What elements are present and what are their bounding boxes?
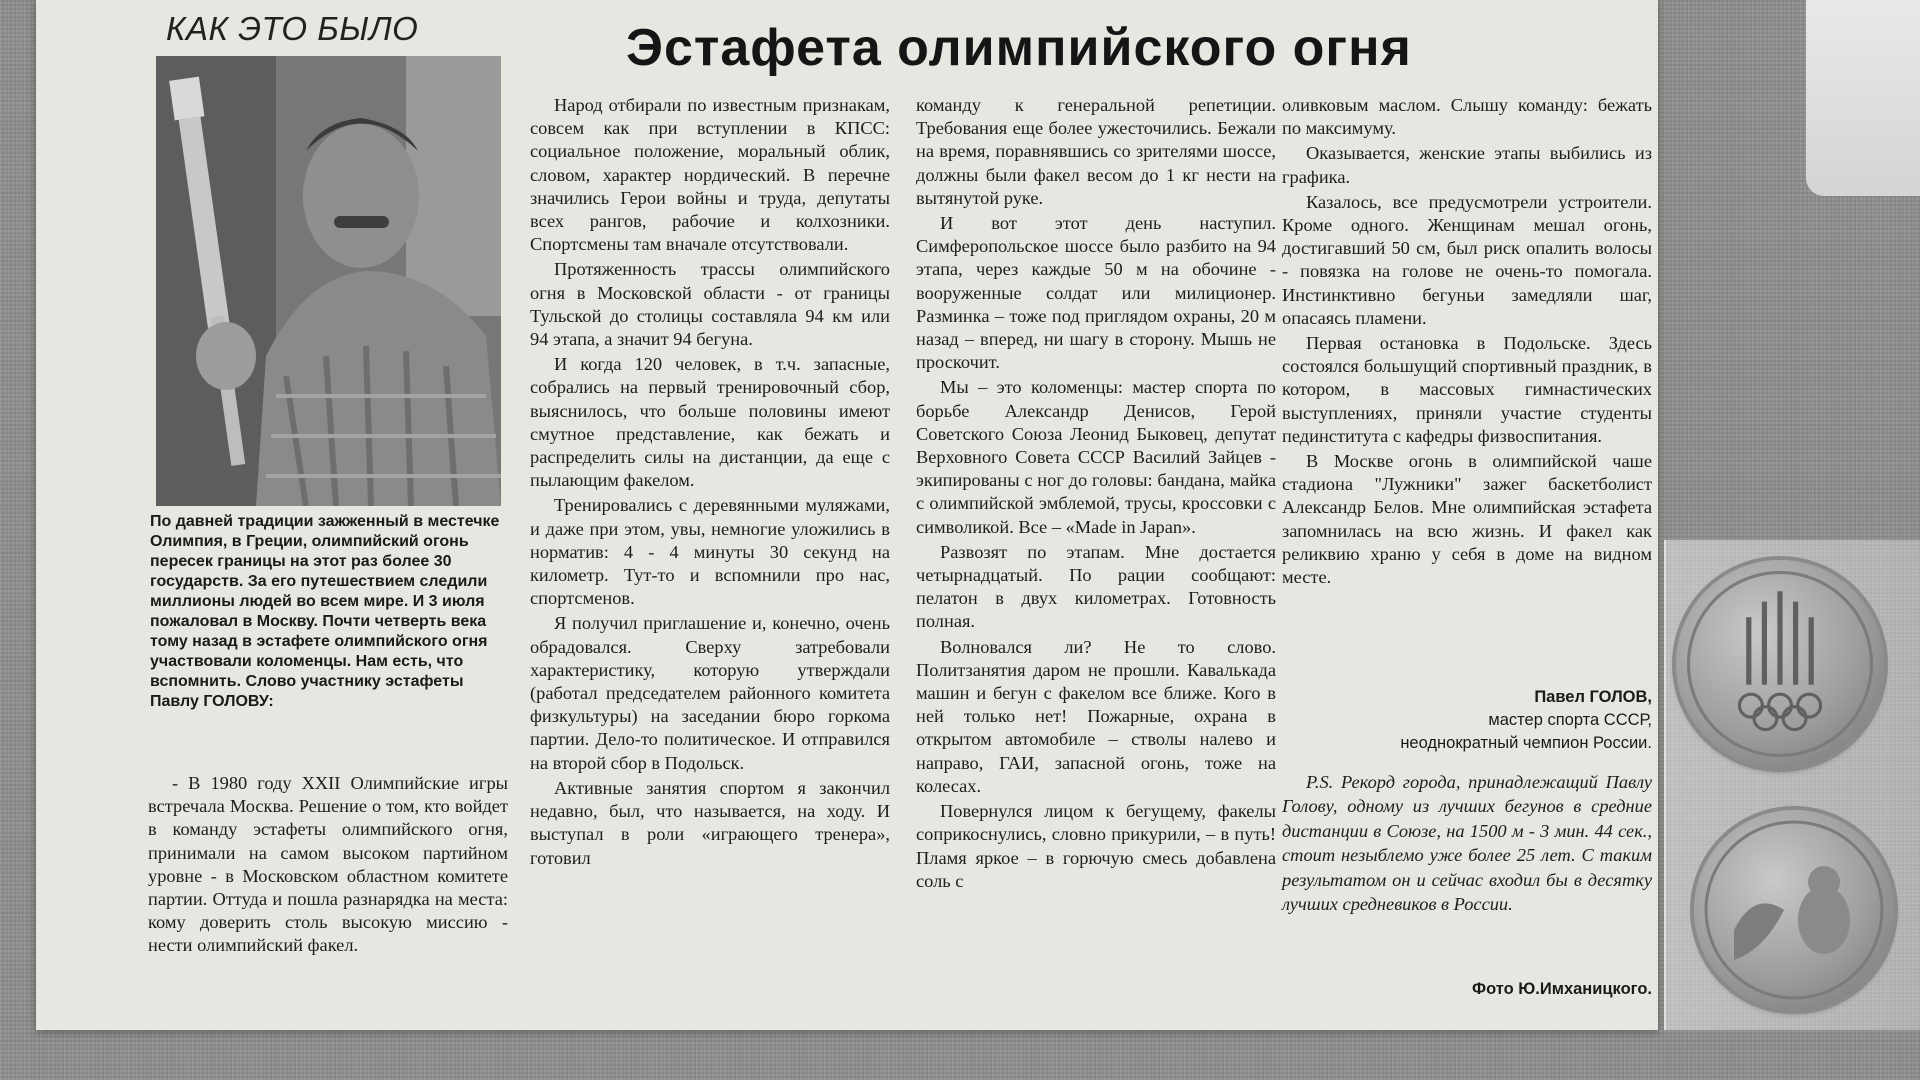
paragraph: Протяженность трассы олимпийского огня в Московской области - от границы Тульской до столицы составляла 94 км или 94 этапа, а значит 94 бегуна.: [530, 259, 890, 350]
paragraph: Развозят по этапам. Мне достается четырнадцатый. По рации сообщают: пелатон в двух километрах. Готовность полная.: [916, 541, 1276, 632]
paragraph: Первая остановка в Подольске. Здесь состоялся большущий спортивный праздник, в котором, в массовых гимнастических выступлениях, приняли участие студенты пединститута с кафедры физвоспитания.: [1282, 333, 1652, 446]
paragraph: В Москве огонь в олимпийской чаше стадиона "Лужники" зажег баскетболист Александр Белов. Мне олимпийская эстафета запомнилась на всю жизнь. И факел как реликвию храню у себя в доме на видном месте.: [1282, 451, 1652, 588]
article-column-3: [916, 94, 1276, 893]
photo-caption: По давней традиции зажженный в местечке Олимпия, в Греции, олимпийский огонь пересек границы на этот раз более 30 государств. За его путешествием следили миллионы людей во всем мире. И 3 июля пожаловал в Москву. Почти четверть века тому назад в эстафете олимпийского огня участвовали коломенцы. Нам есть, что вспомнить. Слово участнику эстафеты Павлу ГОЛОВУ:: [150, 513, 500, 710]
newspaper-clipping: [36, 0, 1658, 1030]
article-headline: Эстафета олимпийского огня: [626, 19, 1412, 77]
olympic-coin-emblem: [1676, 560, 1884, 768]
paragraph: И вот этот день наступил. Симферопольское шоссе было разбито на 94 этапа, через каждые 50 м на обочине - вооруженные солдат или милиционер. Разминка – тоже под приглядом охраны, 20 м назад – вперед, ни шагу в сторону. Мышь не проскочит.: [916, 213, 1276, 373]
paragraph: Я получил приглашение и, конечно, очень обрадовался. Сверху затребовали характеристику, которую утверждали (работал председателем районного комитета физкультуры) на заседании бюро горкома партии. Дело-то политическое. И отправился на второй сбор в Подольск.: [530, 613, 890, 773]
paragraph: Повернулся лицом к бегущему, факелы соприкоснулись, словно прикурили, – в путь! Пламя яркое – в горючую смесь добавлена соль с: [916, 801, 1276, 891]
author-name: Павел ГОЛОВ,: [1534, 688, 1652, 706]
paragraph: оливковым маслом. Слышу команду: бежать по максимуму.: [1282, 95, 1652, 139]
author-signature: [1282, 686, 1652, 755]
paragraph: Мы – это коломенцы: мастер спорта по борьбе Александр Денисов, Герой Советского Союза Леонид Быковец, депутат Верховного Совета СССР Василий Зайцев - экипированы с ног до головы: бандана, майка с олимпийской эмблемой, трусы, кроссовки с символикой. Все – «Made in Japan».: [916, 377, 1276, 537]
portrait-photo: [156, 56, 501, 506]
paragraph: Оказывается, женские этапы выбились из графика.: [1282, 143, 1652, 187]
paragraph: Волновался ли? Не то слово. Политзанятия даром не прошли. Кавалькада машин и бегун с факелом все ближе. Кого в ней только нет! Пожарные, охрана в открытом автомобиле – стволы налево и направо, ГАИ, запасной огонь, тоже на колесах.: [916, 636, 1276, 796]
paragraph: Активные занятия спортом я закончил недавно, был, что называется, на ходу. И выступал в роли «играющего тренера», готовил: [530, 777, 890, 868]
photo-credit: Фото Ю.Имханицкого.: [1472, 980, 1652, 998]
paragraph: команду к генеральной репетиции. Требования еще более ужесточились. Бежали на время, поравнявшись со зрителями шоссе, должны были факел весом до 1 кг нести на вытянутой руке.: [916, 95, 1276, 208]
paragraph: - В 1980 году XXII Олимпийские игры встречала Москва. Решение о том, кто войдет в команду эстафеты олимпийского огня, принимали на самом высоком партийном уровне - в Московском областном комитете партии. Оттуда и пошла разнарядка на места: кому доверить столь высокую миссию - нести олимпийский факел.: [148, 773, 508, 956]
article-column-1: [148, 772, 508, 958]
section-rubric: КАК ЭТО БЫЛО: [166, 10, 419, 47]
paragraph: Народ отбирали по известным признакам, совсем как при вступлении в КПСС: социальное положение, моральный облик, словом, характер нордический. В перечне значились Герои войны и труда, депутаты всех рангов, рабочие и колхозники. Спортсмены там вначале отсутствовали.: [530, 95, 890, 255]
paragraph: Казалось, все предусмотрели устроители. Кроме одного. Женщинам мешал огонь, достигавший 50 см, был риск опалить волосы - повязка на голове не очень-то помогала. Инстинктивно бегуньи замедляли шаг, опасаясь пламени.: [1282, 191, 1652, 328]
paragraph: Тренировались с деревянными муляжами, и даже при этом, увы, немногие уложились в норматив: 4 - 4 минуты 30 секунд на километр. Тут-то и вспомнили про нас, спортсменов.: [530, 495, 890, 609]
postscript-text: P.S. Рекорд города, принадлежащий Павлу Голову, одному из лучших бегунов в средние дистанции в Союзе, на 1500 м - 3 мин. 44 сек., стоит незыблемо уже более 25 лет. С таким результатом он и сейчас входил бы в десятку лучших средневиков в России.: [1282, 772, 1652, 915]
author-title: неоднократный чемпион России.: [1400, 734, 1652, 752]
article-column-2: [530, 94, 890, 870]
article-column-4: [1282, 94, 1652, 589]
postscript: [1282, 770, 1652, 916]
olympic-coin-mascot: [1694, 810, 1894, 1010]
paragraph: И когда 120 человек, в т.ч. запасные, собрались на первый тренировочный сбор, выяснилось, что больше половины имеют смутное представление, как бежать и распределить силы на дистанции, да еще с пылающим факелом.: [530, 354, 890, 491]
plastic-bag: [1806, 0, 1920, 196]
author-title: мастер спорта СССР,: [1488, 711, 1652, 729]
